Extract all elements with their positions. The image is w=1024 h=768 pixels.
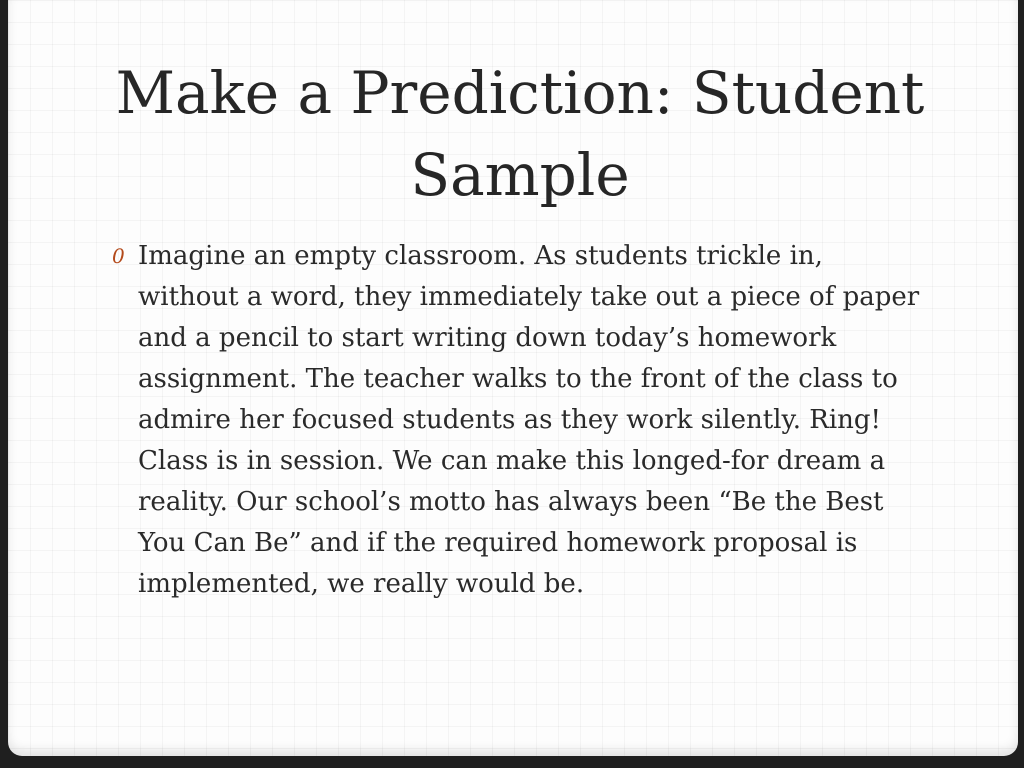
- slide-title: Make a Prediction: Student Sample: [115, 59, 925, 209]
- bullet-text: Imagine an empty classroom. As students trickle in, without a word, they immediately take out a piece of paper and a pencil to start writing down today’s homework assignment. The teacher walks to the front of the class to admire her focused students as they work silently. Ring! Class is in session. We can make this longed-for dream a reality. Our school’s motto has always been “Be the Best You Can Be” and if the required homework proposal is implemented, we really would be.: [138, 241, 920, 599]
- bullet-marker: 0: [112, 244, 125, 268]
- slide: [8, 0, 1018, 756]
- slide-content: [112, 236, 926, 605]
- bullet-item: [112, 236, 926, 605]
